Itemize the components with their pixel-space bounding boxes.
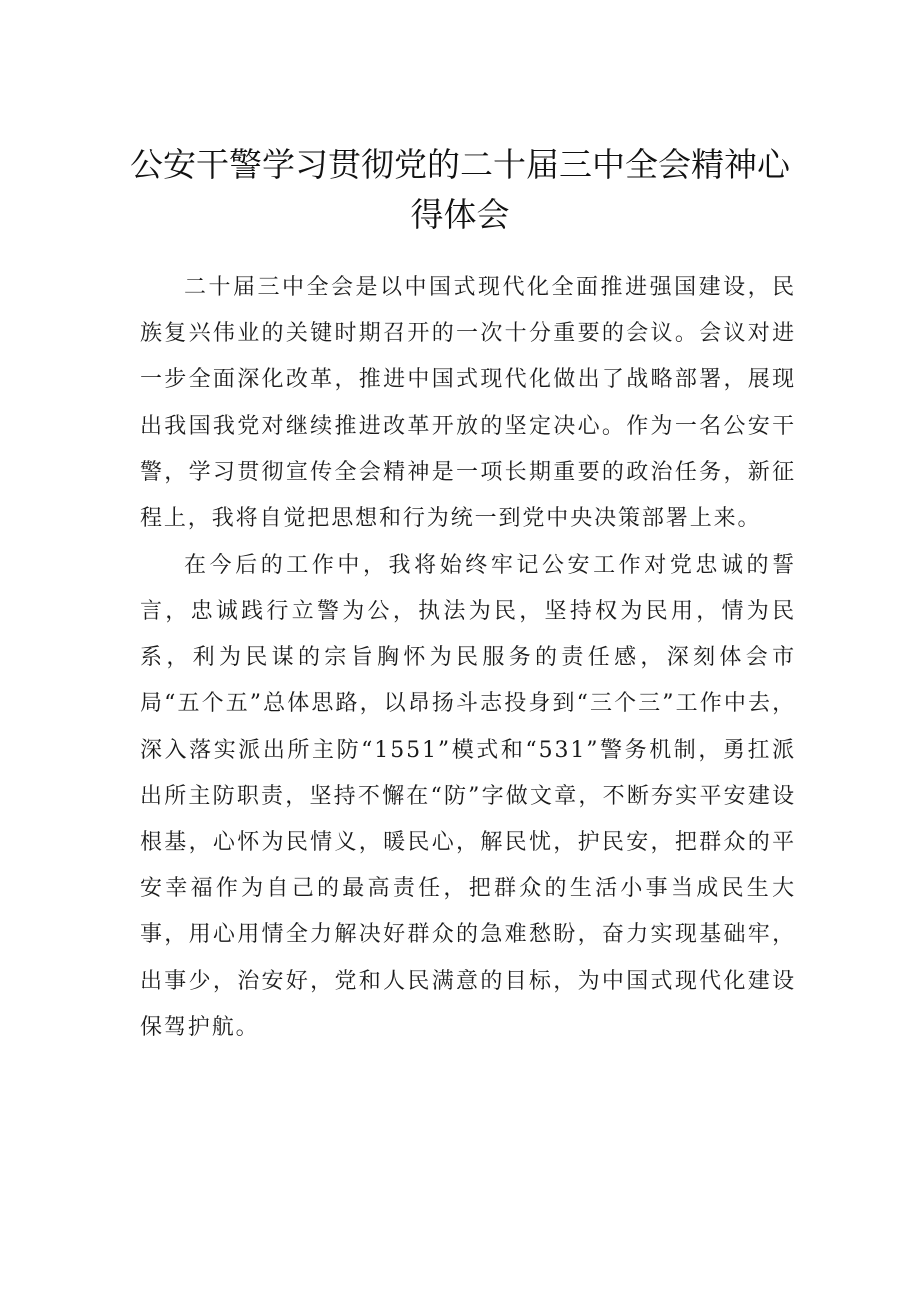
paragraph-1: 二十届三中全会是以中国式现代化全面推进强国建设，民族复兴伟业的关键时期召开的一次十分重要的会议。会议对进一步全面深化改革，推进中国式现代化做出了战略部署，展现出我国我党对继续推进改革开放的坚定决心。作为一名公安干警，学习贯彻宣传全会精神是一项长期重要的政治任务，新征程上，我将自觉把思想和行为统一到党中央决策部署上来。 (140, 275, 796, 532)
document-title: 公安干警学习贯彻党的二十届三中全会精神心得体会 (130, 145, 790, 234)
paragraph-2: 在今后的工作中，我将始终牢记公安工作对党忠诚的誓言，忠诚践行立警为公，执法为民，坚持权为民用，情为民系，利为民谋的宗旨胸怀为民服务的责任感，深刻体会市局“五个五”总体思路，以昂扬斗志投身到“三个三”工作中去，深入落实派出所主防“1551”模式和“531”警务机制，勇扛派出所主防职责，坚持不懈在“防”字做文章，不断夯实平安建设根基，心怀为民情义，暖民心，解民忧，护民安，把群众的平安幸福作为自己的最高责任，把群众的生活小事当成民生大事，用心用情全力解决好群众的急难愁盼，奋力实现基础牢，出事少，治安好，党和人民满意的目标，为中国式现代化建设保驾护航。 (140, 552, 796, 1040)
document-body (140, 265, 796, 1051)
